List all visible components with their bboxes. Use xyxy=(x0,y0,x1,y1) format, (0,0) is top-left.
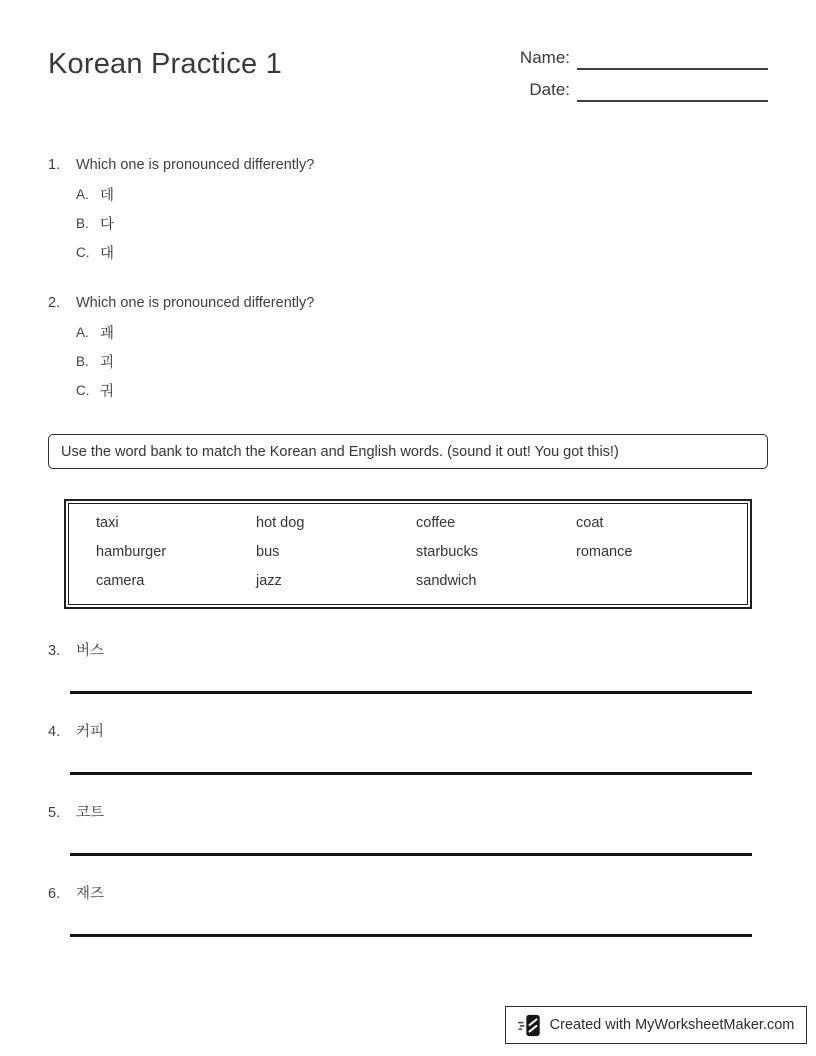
question-1-option-c[interactable] xyxy=(76,244,768,260)
option-letter: A. xyxy=(76,324,89,340)
answer-line-5[interactable] xyxy=(70,853,752,856)
question-text: 코트 xyxy=(76,805,105,821)
name-field xyxy=(506,46,768,70)
option-letter: C. xyxy=(76,244,90,260)
date-field xyxy=(506,78,768,102)
option-text: 대 xyxy=(100,245,115,262)
option-text: 괴 xyxy=(100,354,115,371)
word-bank-word: jazz xyxy=(256,573,282,589)
question-text: Which one is pronounced differently? xyxy=(76,157,315,173)
footer-credit-text: Created with MyWorksheetMaker.com xyxy=(549,1017,795,1033)
word-bank-word: coffee xyxy=(416,515,456,531)
answer-line-6[interactable] xyxy=(70,934,752,937)
question-1-options xyxy=(76,186,768,260)
word-bank-word: coat xyxy=(576,515,604,531)
question-1-option-a[interactable] xyxy=(76,186,768,202)
question-number: 3. xyxy=(48,643,61,659)
word-bank-word: romance xyxy=(576,544,633,560)
question-2-option-b[interactable] xyxy=(76,353,768,369)
option-letter: B. xyxy=(76,215,89,231)
answer-line-4[interactable] xyxy=(70,772,752,775)
word-bank-word: taxi xyxy=(96,515,119,531)
question-text: Which one is pronounced differently? xyxy=(76,295,315,311)
question-number: 5. xyxy=(48,805,61,821)
question-text: 버스 xyxy=(76,643,105,659)
question-6 xyxy=(48,886,768,937)
option-text: 데 xyxy=(100,187,115,204)
flying-worksheet-icon xyxy=(518,1013,542,1038)
word-bank-word: sandwich xyxy=(416,573,477,589)
instruction-box xyxy=(48,434,768,469)
question-1 xyxy=(48,157,768,260)
question-6-row xyxy=(48,886,768,902)
page-title: Korean Practice 1 xyxy=(48,48,282,80)
word-bank-word: hot dog xyxy=(256,515,305,531)
question-3 xyxy=(48,643,768,694)
name-input-line[interactable] xyxy=(577,47,768,70)
question-3-row xyxy=(48,643,768,659)
question-1-option-b[interactable] xyxy=(76,215,768,231)
footer-credit[interactable] xyxy=(505,1006,807,1044)
date-label: Date: xyxy=(529,80,570,99)
question-1-row xyxy=(48,157,768,173)
name-label: Name: xyxy=(519,48,570,67)
question-text: 커피 xyxy=(76,724,105,740)
word-bank-word: bus xyxy=(256,544,280,560)
option-letter: A. xyxy=(76,186,89,202)
option-letter: B. xyxy=(76,353,89,369)
question-5-row xyxy=(48,805,768,821)
question-2-option-a[interactable] xyxy=(76,324,768,340)
question-2-options xyxy=(76,324,768,398)
question-4-row xyxy=(48,724,768,740)
question-2-option-c[interactable] xyxy=(76,382,768,398)
question-4 xyxy=(48,724,768,775)
question-number: 1. xyxy=(48,157,61,173)
option-text: 다 xyxy=(100,216,115,233)
name-date-block xyxy=(506,46,768,110)
option-text: 궈 xyxy=(100,383,115,400)
word-bank-word: starbucks xyxy=(416,544,479,560)
question-number: 4. xyxy=(48,724,61,740)
word-bank xyxy=(64,499,752,609)
question-2-row xyxy=(48,295,768,311)
question-number: 6. xyxy=(48,886,61,902)
date-input-line[interactable] xyxy=(577,79,768,102)
option-letter: C. xyxy=(76,382,90,398)
option-text: 괘 xyxy=(100,325,115,342)
header xyxy=(0,0,816,110)
question-text: 재즈 xyxy=(76,886,105,902)
question-number: 2. xyxy=(48,295,61,311)
answer-line-3[interactable] xyxy=(70,691,752,694)
word-bank-word: camera xyxy=(96,573,145,589)
instruction-text: Use the word bank to match the Korean and English words. (sound it out! You got this!) xyxy=(61,443,619,460)
word-bank-word: hamburger xyxy=(96,544,167,560)
question-5 xyxy=(48,805,768,856)
word-bank-grid xyxy=(68,503,748,605)
question-2 xyxy=(48,295,768,398)
